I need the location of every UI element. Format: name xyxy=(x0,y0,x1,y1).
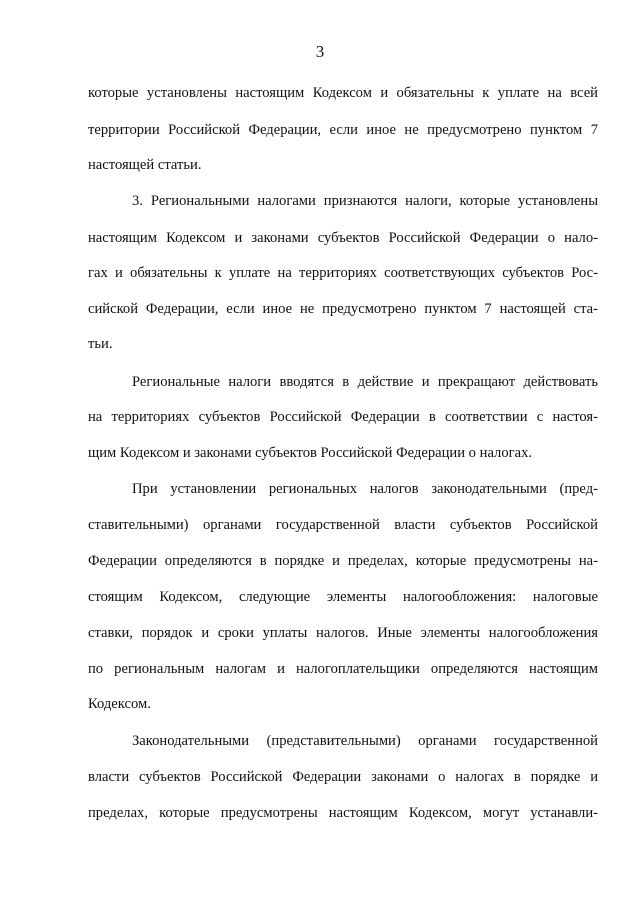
text-line: по региональным налогам и налогоплательщики определяются настоящим xyxy=(88,661,598,677)
text-line: щим Кодексом и законами субъектов Российской Федерации о налогах. xyxy=(88,445,533,461)
text-line: сийской Федерации, если иное не предусмотрено пунктом 7 настоящей ста- xyxy=(88,301,598,317)
text-line: Региональные налоги вводятся в действие и прекращают действовать xyxy=(132,374,598,390)
text-line: 3. Региональными налогами признаются налоги, которые установлены xyxy=(132,193,598,209)
text-line: ставки, порядок и сроки уплаты налогов. Иные элементы налогообложения xyxy=(88,625,598,641)
text-line: Законодательными (представительными) органами государственной xyxy=(132,733,598,749)
text-line: Кодексом. xyxy=(88,696,151,712)
text-line: стоящим Кодексом, следующие элементы налогообложения: налоговые xyxy=(88,589,598,605)
page-number: 3 xyxy=(315,42,325,61)
text-line: гах и обязательны к уплате на территориях соответствующих субъектов Рос- xyxy=(88,265,598,281)
text-line: настоящей статьи. xyxy=(88,157,202,173)
text-line: пределах, которые предусмотрены настоящим Кодексом, могут устанавли- xyxy=(88,805,598,821)
text-line: При установлении региональных налогов законодательными (пред- xyxy=(132,481,598,497)
text-line: которые установлены настоящим Кодексом и обязательны к уплате на всей xyxy=(88,85,598,101)
text-line: Федерации определяются в порядке и пределах, которые предусмотрены на- xyxy=(88,553,598,569)
text-line: на территориях субъектов Российской Федерации в соответствии с настоя- xyxy=(88,409,598,425)
text-line: власти субъектов Российской Федерации законами о налогах в порядке и xyxy=(88,769,598,785)
text-line: настоящим Кодексом и законами субъектов Российской Федерации о нало- xyxy=(88,230,598,246)
text-line: тьи. xyxy=(88,336,113,352)
text-line: территории Российской Федерации, если иное не предусмотрено пунктом 7 xyxy=(88,122,598,138)
text-line: ставительными) органами государственной власти субъектов Российской xyxy=(88,517,598,533)
